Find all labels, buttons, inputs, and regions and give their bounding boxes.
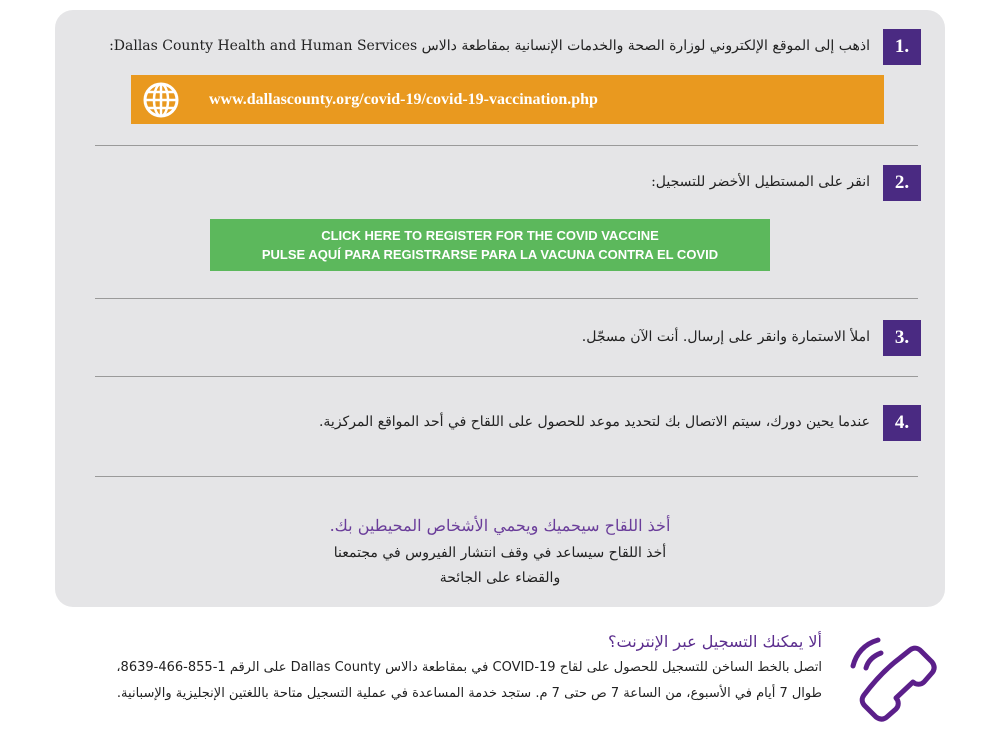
globe-icon: [143, 82, 179, 118]
register-button-english: CLICK HERE TO REGISTER FOR THE COVID VACCINE: [321, 228, 659, 243]
step-text-4: عندما يحين دورك، سيتم الاتصال بك لتحديد موعد للحصول على اللقاح في أحد المواقع المركزية.: [318, 414, 870, 430]
step-number-4: 4.: [883, 405, 921, 441]
step-number-1: 1.: [883, 29, 921, 65]
vaccine-message-line1: أخذ اللقاح سيساعد في وقف انتشار الفيروس في مجتمعنا: [333, 545, 667, 561]
website-link[interactable]: [131, 75, 884, 124]
step-number-2: 2.: [883, 165, 921, 201]
vaccine-message-headline: أخذ اللقاح سيحميك ويحمي الأشخاص المحيطين بك.: [329, 516, 671, 535]
step-text-2: انقر على المستطيل الأخضر للتسجيل:: [651, 174, 870, 190]
vaccine-message-line2: والقضاء على الجائحة: [439, 570, 561, 586]
divider: [95, 476, 918, 477]
step-text-3: املأ الاستمارة وانقر على إرسال. أنت الآن مسجّل.: [581, 329, 870, 345]
divider: [95, 145, 918, 146]
register-button-spanish: PULSE AQUÍ PARA REGISTRARSE PARA LA VACUNA CONTRA EL COVID: [261, 247, 719, 262]
website-url: www.dallascounty.org/covid-19/covid-19-vaccination.php: [209, 90, 598, 108]
phone-icon: [848, 634, 938, 724]
register-button[interactable]: [210, 219, 770, 271]
phone-section-title: ألا يمكنك التسجيل عبر الإنترنت؟: [608, 632, 822, 651]
divider: [95, 298, 918, 299]
step-text-1: اذهب إلى الموقع الإلكتروني لوزارة الصحة والخدمات الإنسانية بمقاطعة دالاس Dallas County Health and Human Services:: [109, 38, 870, 54]
phone-section-line2: طوال 7 أيام في الأسبوع، من الساعة 7 ص حتى 7 م. ستجد خدمة المساعدة في عملية التسجيل متاحة باللغتين الإنجليزية والإسبانية.: [116, 686, 822, 701]
divider: [95, 376, 918, 377]
step-number-3: 3.: [883, 320, 921, 356]
phone-section-line1: اتصل بالخط الساخن للتسجيل للحصول على لقاح COVID-19 في بمقاطعة دالاس Dallas County على الرقم 1-855-466-8639،: [116, 660, 822, 675]
